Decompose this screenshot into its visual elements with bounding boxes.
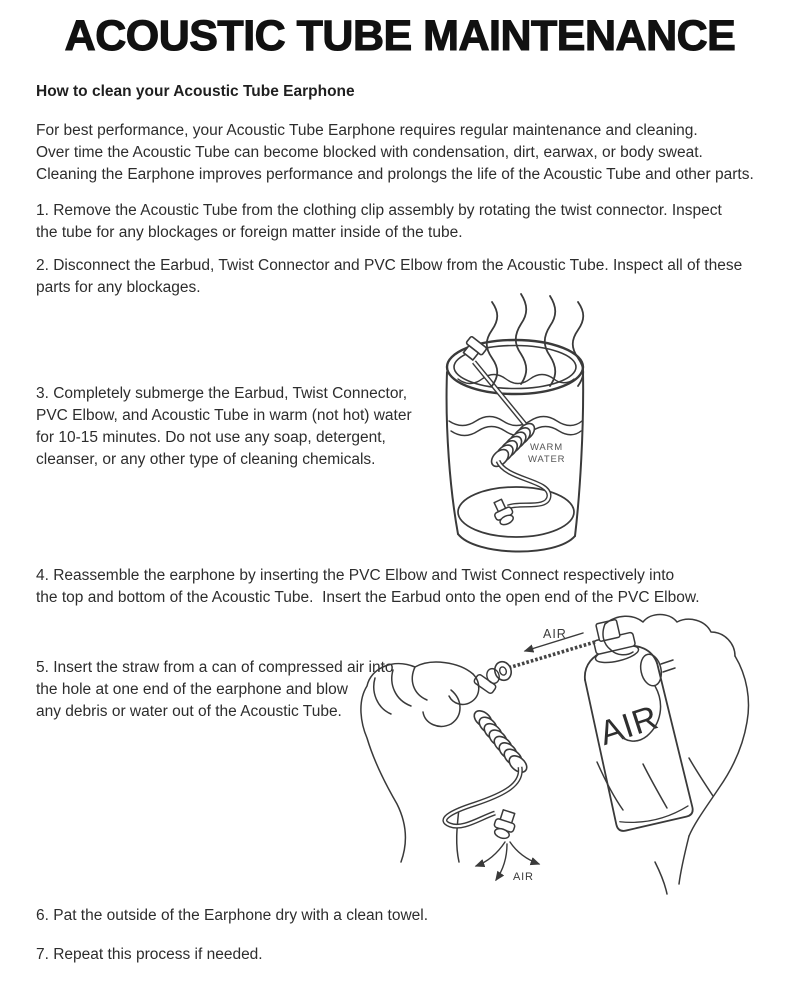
page-title: ACOUSTIC TUBE MAINTENANCE: [64, 12, 736, 60]
step-line: for 10-15 minutes. Do not use any soap, detergent,: [36, 429, 386, 446]
step-line: 5. Insert the straw from a can of compressed air into: [36, 659, 394, 676]
compressed-air-illustration: [355, 612, 800, 897]
step-line: cleanser, or any other type of cleaning chemicals.: [36, 451, 376, 468]
left-hand: [361, 662, 479, 862]
air-straw: [508, 642, 595, 668]
warm-water-label: [528, 442, 565, 465]
step-line: 2. Disconnect the Earbud, Twist Connector and PVC Elbow from the Acoustic Tube. Inspect all of these: [36, 257, 743, 274]
can-air-label: AIR: [594, 698, 664, 753]
step-line: 1. Remove the Acoustic Tube from the clothing clip assembly by rotating the twist connector. Inspect: [36, 202, 722, 219]
step-line: parts for any blockages.: [36, 279, 201, 296]
step-3: [36, 383, 412, 471]
water-label-text: WATER: [528, 454, 566, 465]
step-line: 6. Pat the outside of the Earphone dry with a clean towel.: [36, 907, 429, 924]
intro-paragraph: [36, 120, 754, 186]
warm-label-text: WARM: [530, 442, 563, 453]
step-7: [36, 944, 263, 966]
step-4: [36, 565, 700, 609]
step-line: the top and bottom of the Acoustic Tube. Insert the Earbud onto the open end of the PVC Elbow.: [36, 589, 700, 606]
intro-line: Cleaning the Earphone improves performance and prolongs the life of the Acoustic Tube and other parts.: [36, 166, 754, 183]
step-line: any debris or water out of the Acoustic Tube.: [36, 703, 342, 720]
air-in-label: AIR: [543, 627, 567, 641]
step-line: 4. Reassemble the earphone by inserting the PVC Elbow and Twist Connect respectively into: [36, 567, 675, 584]
step-line: 7. Repeat this process if needed.: [36, 946, 263, 963]
cup-illustration-svg: [420, 288, 650, 560]
acoustic-tube-coil: [471, 708, 530, 776]
earbud: [491, 809, 519, 841]
air-can-illustration-svg: [355, 612, 800, 897]
submerged-earphone: [460, 336, 549, 527]
step-line: the tube for any blockages or foreign matter inside of the tube.: [36, 224, 463, 241]
right-hand: [594, 615, 749, 895]
air-out-label: AIR: [513, 871, 534, 883]
step-line: PVC Elbow, and Acoustic Tube in warm (not hot) water: [36, 407, 412, 424]
section-heading: How to clean your Acoustic Tube Earphone: [36, 83, 355, 100]
step-5: [36, 657, 394, 723]
step-line: 3. Completely submerge the Earbud, Twist Connector,: [36, 385, 408, 402]
earbud-bottom: [490, 497, 517, 527]
water-surface-lines: [449, 375, 582, 436]
step-6: [36, 905, 428, 927]
intro-line: For best performance, your Acoustic Tube Earphone requires regular maintenance and cleaning.: [36, 122, 698, 139]
intro-line: Over time the Acoustic Tube can become blocked with condensation, dirt, earwax, or body sweat.: [36, 144, 703, 161]
step-1: [36, 200, 722, 244]
warm-water-soak-illustration: [420, 288, 650, 560]
step-line: the hole at one end of the earphone and blow: [36, 681, 348, 698]
